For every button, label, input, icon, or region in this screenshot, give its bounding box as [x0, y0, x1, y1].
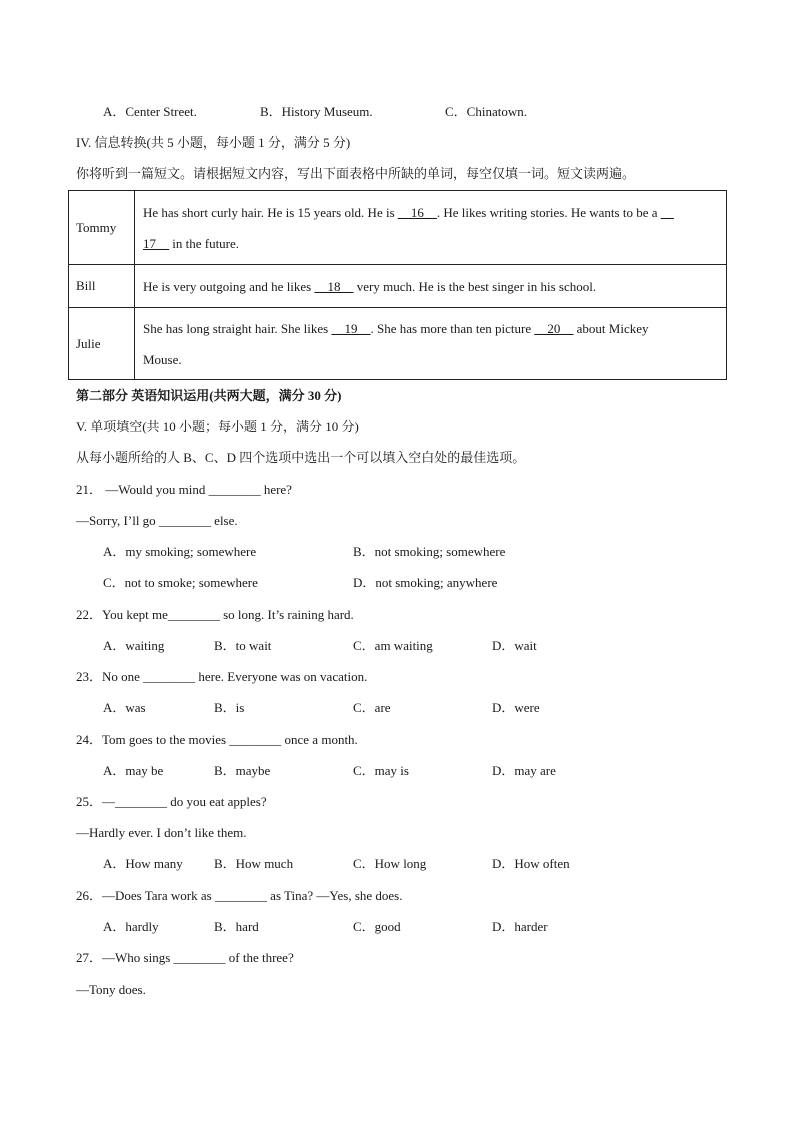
- option-a: A．was: [103, 700, 146, 715]
- blank-19: __19__: [331, 320, 371, 336]
- part2-heading: 第二部分 英语知识运用(共两大题，满分 30 分): [76, 388, 342, 403]
- question-stem-2: —Tony does.: [76, 982, 146, 997]
- option-c: C．may is: [353, 763, 409, 778]
- option-a: A．may be: [103, 763, 164, 778]
- q20-option-a: A．Center Street.: [103, 104, 197, 119]
- question-stem: 26．—Does Tara work as ________ as Tina? —Yes, she does.: [76, 888, 403, 903]
- option-d: D．wait: [492, 638, 537, 653]
- option-a: A．How many: [103, 856, 183, 871]
- option-d: D．harder: [492, 919, 548, 934]
- section4-instruction: 你将听到一篇短文。请根据短文内容，写出下面表格中所缺的单词，每空仅填一词。短文读两遍。: [76, 166, 636, 181]
- desc-text: very much. He is the best singer in his school.: [353, 278, 597, 294]
- row-description: [135, 308, 727, 380]
- option-a: A．hardly: [103, 919, 159, 934]
- question-stem-2: —Hardly ever. I don’t like them.: [76, 825, 247, 840]
- question-stem: 22．You kept me________ so long. It’s raining hard.: [76, 607, 354, 622]
- desc-text: . She has more than ten picture: [370, 320, 535, 336]
- blank-16: __16__: [397, 204, 437, 220]
- blank-20: __20__: [534, 320, 574, 336]
- option-d: D．How often: [492, 856, 570, 871]
- desc-text: He has short curly hair. He is 15 years old. He is: [143, 204, 398, 220]
- row-name: Tommy: [69, 191, 135, 265]
- option-b: B．maybe: [214, 763, 271, 778]
- question-stem-2: —Sorry, I’ll go ________ else.: [76, 513, 238, 528]
- option-b: B．not smoking; somewhere: [353, 544, 506, 559]
- option-c: C．good: [353, 919, 401, 934]
- q20-option-c: C．Chinatown.: [445, 104, 527, 119]
- question-stem: 21． —Would you mind ________ here?: [76, 482, 292, 497]
- option-a: A．waiting: [103, 638, 165, 653]
- desc-text: in the future.: [169, 235, 240, 251]
- desc-text: . He likes writing stories. He wants to be a: [436, 204, 661, 220]
- row-name: Bill: [69, 265, 135, 308]
- q20-option-b: B．History Museum.: [260, 104, 373, 119]
- option-d: D．may are: [492, 763, 556, 778]
- section4-heading: IV. 信息转换(共 5 小题，每小题 1 分，满分 5 分): [76, 135, 351, 150]
- option-b: B．How much: [214, 856, 294, 871]
- desc-text: He is very outgoing and he likes: [143, 278, 315, 294]
- section5-heading: V. 单项填空(共 10 小题；每小题 1 分，满分 10 分): [76, 419, 359, 434]
- question-stem: 25．—________ do you eat apples?: [76, 794, 267, 809]
- info-table: [68, 190, 727, 380]
- row-description: [135, 191, 727, 265]
- table-row: [69, 265, 727, 308]
- desc-text: Mouse.: [143, 351, 182, 367]
- desc-text: She has long straight hair. She likes: [143, 320, 332, 336]
- question-stem: 23．No one ________ here. Everyone was on vacation.: [76, 669, 368, 684]
- row-name: Julie: [69, 308, 135, 380]
- option-d: D．not smoking; anywhere: [353, 575, 498, 590]
- option-b: B．hard: [214, 919, 259, 934]
- option-c: C．are: [353, 700, 391, 715]
- row-description: [135, 265, 727, 308]
- option-c: C．not to smoke; somewhere: [103, 575, 258, 590]
- table-row: [69, 308, 727, 380]
- option-b: B．to wait: [214, 638, 272, 653]
- blank-17-start: __: [660, 204, 674, 220]
- section5-instruction: 从每小题所给的人 B、C、D 四个选项中选出一个可以填入空白处的最佳选项。: [76, 450, 526, 465]
- desc-text: about Mickey: [573, 320, 649, 336]
- question-stem: 24．Tom goes to the movies ________ once a month.: [76, 732, 358, 747]
- blank-17: 17__: [143, 235, 169, 251]
- option-a: A．my smoking; somewhere: [103, 544, 257, 559]
- option-c: C．How long: [353, 856, 427, 871]
- table-row: [69, 191, 727, 265]
- option-b: B．is: [214, 700, 245, 715]
- question-stem: 27．—Who sings ________ of the three?: [76, 950, 294, 965]
- blank-18: __18__: [314, 278, 354, 294]
- option-c: C．am waiting: [353, 638, 433, 653]
- option-d: D．were: [492, 700, 540, 715]
